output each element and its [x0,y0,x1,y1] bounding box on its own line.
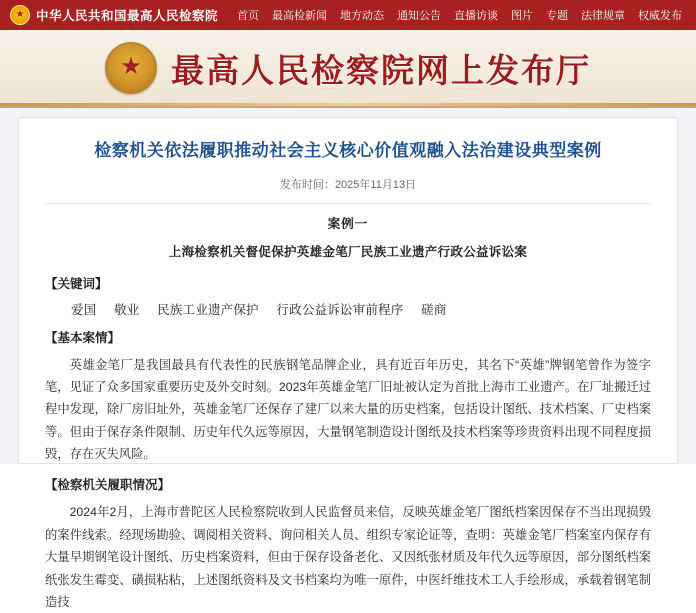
publish-date: 2025年11月13日 [334,178,417,191]
nav-item-topics[interactable]: 专题 [546,10,568,22]
section-heading-keywords: 【关键词】 [45,276,108,291]
nav-item-live[interactable]: 直播访谈 [454,10,498,22]
site-brand[interactable] [10,5,218,25]
paragraph-procuratorate-work: 2024年2月，上海市普陀区人民检察院收到人民监督员来信，反映英雄金笔厂图纸档案因保存不当出现损毁的案件线索。经现场勘验、调阅相关资料、询问相关人员、组织专家论证等，查明：英雄金笔厂档案室内保存有大量早期钢笔设计图纸、历史档案资料，但由于保存设备老化、又因纸张材质及年代久远等原因，部分图纸档案纸张发生霉变、磺损粘粘，上述图纸资料及文书档案均为唯一原件，中医纤维技术工人手绘形成，承载着钢笔制造技 [45,505,651,609]
hero-title: 最高人民检察院网上发布厅 [171,53,591,90]
nav-item-news[interactable]: 最高检新闻 [272,10,327,22]
publish-label: 发布时间： [279,178,335,191]
case-number: 案例一 [327,216,369,231]
page-title: 检察机关依法履职推动社会主义核心价值观融入法治建设典型案例 [94,141,602,160]
section-heading-facts: 【基本案情】 [45,330,121,345]
site-name: 中华人民共和国最高人民检察院 [36,9,219,23]
section-heading-procuratorate-work: 【检察机关履职情况】 [45,478,171,493]
article-card [18,117,678,609]
nav-item-notice[interactable]: 通知公告 [397,10,441,22]
top-navigation-bar [0,0,696,30]
case-title: 上海检察机关督促保护英雄金笔厂民族工业遗产行政公益诉讼案 [168,244,528,259]
nav-item-official-release[interactable]: 权威发布 [638,10,682,22]
top-nav-links [237,7,686,23]
paragraph-facts: 英雄金笔厂是我国最具有代表性的民族钢笔品牌企业，具有近百年历史，其名下“英雄”牌钢笔曾作为签字笔，见证了众多国家重要历史及外交时刻。2023年英雄金笔厂旧址被认定为首批上海市工业遗产。在厂址搬迁过程中发现，除厂房旧址外，英雄金笔厂还保存了建厂以来大量的历史档案，包括设计图纸、技术档案、厂史档案等。但由于保存条件限制、历史年代久远等原因，大量钢笔制造设计图纸及技术档案等珍贵资料出现不同程度损毁，存在灭失风险。 [45,357,651,461]
nav-item-photos[interactable]: 图片 [511,10,533,22]
nav-item-home[interactable]: 首页 [237,10,259,22]
national-emblem-icon [10,5,30,25]
publish-meta [45,176,651,192]
nav-item-laws[interactable]: 法律规章 [581,10,625,22]
procuratorate-emblem-icon [105,42,157,94]
keyword-list: 爱国 敬业 民族工业遗产保护 行政公益诉讼审前程序 磋商 [71,302,447,317]
nav-item-local[interactable]: 地方动态 [340,10,384,22]
hero-banner [0,30,696,108]
divider [45,203,651,204]
